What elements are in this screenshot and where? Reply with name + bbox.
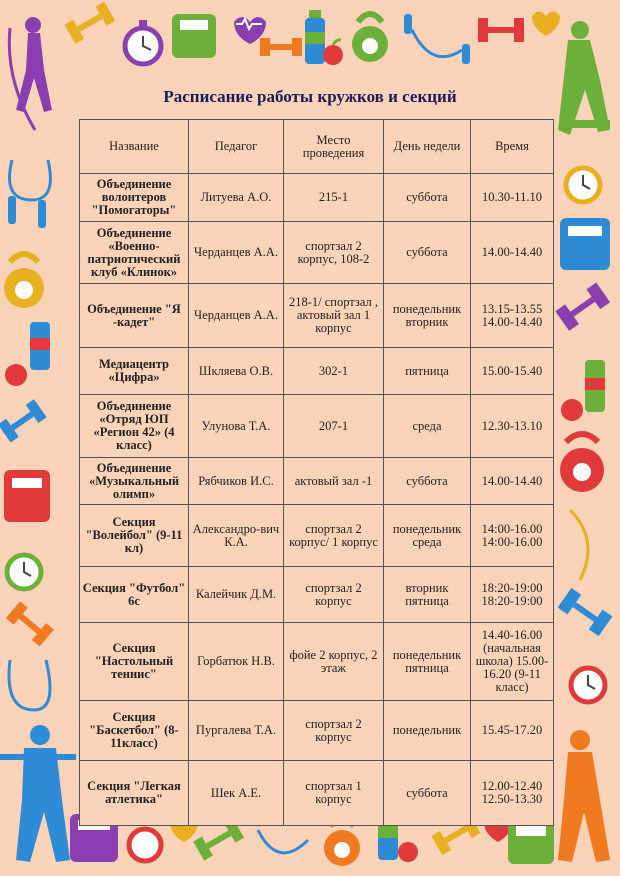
athlete-silhouette-icon [558,730,610,862]
cell-place: 215-1 [284,174,384,222]
header-name: Название [80,120,189,174]
cell-time: 13.15-13.55 14.00-14.40 [471,284,554,348]
jump-rope-icon [258,830,308,853]
cell-name: Объединение "Я -кадет" [80,284,189,348]
scale-icon [172,14,216,58]
kettlebell-icon [4,254,44,308]
apple-icon [561,399,583,421]
cell-place: актовый зал -1 [284,458,384,505]
cell-teacher: Черданцев А.А. [189,222,284,284]
scale-icon [4,470,50,522]
cell-teacher: Улунова Т.А. [189,395,284,458]
water-bottle-icon [305,10,325,64]
table-row [80,623,554,701]
cell-day: среда [384,395,471,458]
stopwatch-icon [129,829,161,861]
header-teacher: Педагог [189,120,284,174]
cell-place: спортзал 2 корпус, 108-2 [284,222,384,284]
dumbbell-icon [0,399,47,442]
cell-name: Секция "Футбол" 6с [80,567,189,623]
cell-name: Объединение «Музыкальный олимп» [80,458,189,505]
cell-teacher: Горбатюк Н.В. [189,623,284,701]
cell-name: Секция "Легкая атлетика" [80,761,189,826]
table-row [80,284,554,348]
cell-name: Секция "Настольный теннис" [80,623,189,701]
cell-name: Объединение «Военно-патриотический клуб «Клинок» [80,222,189,284]
dumbbell-icon [558,588,613,636]
cell-place: фойе 2 корпус, 2 этаж [284,623,384,701]
cell-day: суббота [384,222,471,284]
cell-time: 12.00-12.40 12.50-13.30 [471,761,554,826]
stopwatch-icon [566,168,600,202]
water-bottle-icon [30,322,50,370]
cell-day: суббота [384,174,471,222]
cell-name: Медиацентр «Цифра» [80,348,189,395]
cell-time: 15.00-15.40 [471,348,554,395]
table-row [80,458,554,505]
apple-icon [398,842,418,862]
athlete-silhouette-icon [558,21,610,135]
cell-time: 14:00-16.00 14:00-16.00 [471,505,554,567]
table-row [80,701,554,761]
cell-teacher: Калейчик Д.М. [189,567,284,623]
cell-place: спортзал 2 корпус [284,567,384,623]
table-row [80,761,554,826]
table-header-row [80,120,554,174]
stopwatch-icon [571,668,605,702]
dumbbell-icon [6,601,54,646]
jump-rope-icon [8,160,50,228]
table-row [80,174,554,222]
cell-place: спортзал 2 корпус/ 1 корпус [284,505,384,567]
cell-time: 14.40-16.00 (начальная школа) 15.00-16.20 (9-11 класс) [471,623,554,701]
cell-teacher: Литуева А.О. [189,174,284,222]
water-bottle-icon [585,360,605,412]
cell-day: понедельник пятница [384,623,471,701]
cell-place: 218-1/ спортзал , актовый зал 1 корпус [284,284,384,348]
cell-day: пятница [384,348,471,395]
cell-day: суббота [384,761,471,826]
cell-teacher: Пургалева Т.А. [189,701,284,761]
header-time: Время [471,120,554,174]
cell-teacher: Александро-вич К.А. [189,505,284,567]
table-row [80,505,554,567]
table-row [80,567,554,623]
apple-icon [323,40,343,65]
scale-icon [560,218,610,270]
cell-day: вторник пятница [384,567,471,623]
cell-time: 12.30-13.10 [471,395,554,458]
cell-teacher: Черданцев А.А. [189,284,284,348]
cell-name: Секция "Баскетбол" (8-11класс) [80,701,189,761]
dumbbell-icon [64,2,115,44]
header-day: День недели [384,120,471,174]
heart-rate-icon [532,12,560,37]
cell-place: 302-1 [284,348,384,395]
cell-name: Объединение «Отряд ЮП «Регион 42» (4 класс) [80,395,189,458]
jump-rope-icon [9,660,50,710]
schedule-table [79,119,554,826]
cell-day: понедельник среда [384,505,471,567]
dumbbell-icon [260,38,302,56]
stopwatch-icon [125,20,161,64]
kettlebell-icon [324,819,360,866]
cell-time: 10.30-11.10 [471,174,554,222]
dumbbell-icon [555,283,610,331]
cell-time: 14.00-14.40 [471,222,554,284]
page-title: Расписание работы кружков и секций [163,87,457,106]
cell-time: 18:20-19:00 18:20-19:00 [471,567,554,623]
cell-teacher: Шкляева О.В. [189,348,284,395]
header-place: Место проведения [284,120,384,174]
athlete-silhouette-icon [0,725,76,862]
kettlebell-icon [352,14,388,62]
scale-icon [508,820,554,864]
table-row [80,222,554,284]
apple-icon [5,364,27,386]
dumbbell-icon [478,18,524,42]
stopwatch-icon [7,555,41,589]
cell-time: 14.00-14.40 [471,458,554,505]
cell-day: суббота [384,458,471,505]
jump-rope-icon [404,14,470,64]
cell-place: спортзал 1 корпус [284,761,384,826]
kettlebell-icon [560,434,604,492]
cell-day: понедельник [384,701,471,761]
jump-rope-icon [570,510,588,580]
cell-place: 207-1 [284,395,384,458]
table-row [80,395,554,458]
cell-time: 15.45-17.20 [471,701,554,761]
cell-day: понедельник вторник [384,284,471,348]
athlete-silhouette-icon [9,17,52,130]
cell-name: Объединение волонтеров "Помогаторы" [80,174,189,222]
cell-teacher: Рябчиков И.С. [189,458,284,505]
cell-teacher: Шек А.Е. [189,761,284,826]
cell-place: спортзал 2 корпус [284,701,384,761]
table-row [80,348,554,395]
cell-name: Секция "Волейбол" (9-11 кл) [80,505,189,567]
